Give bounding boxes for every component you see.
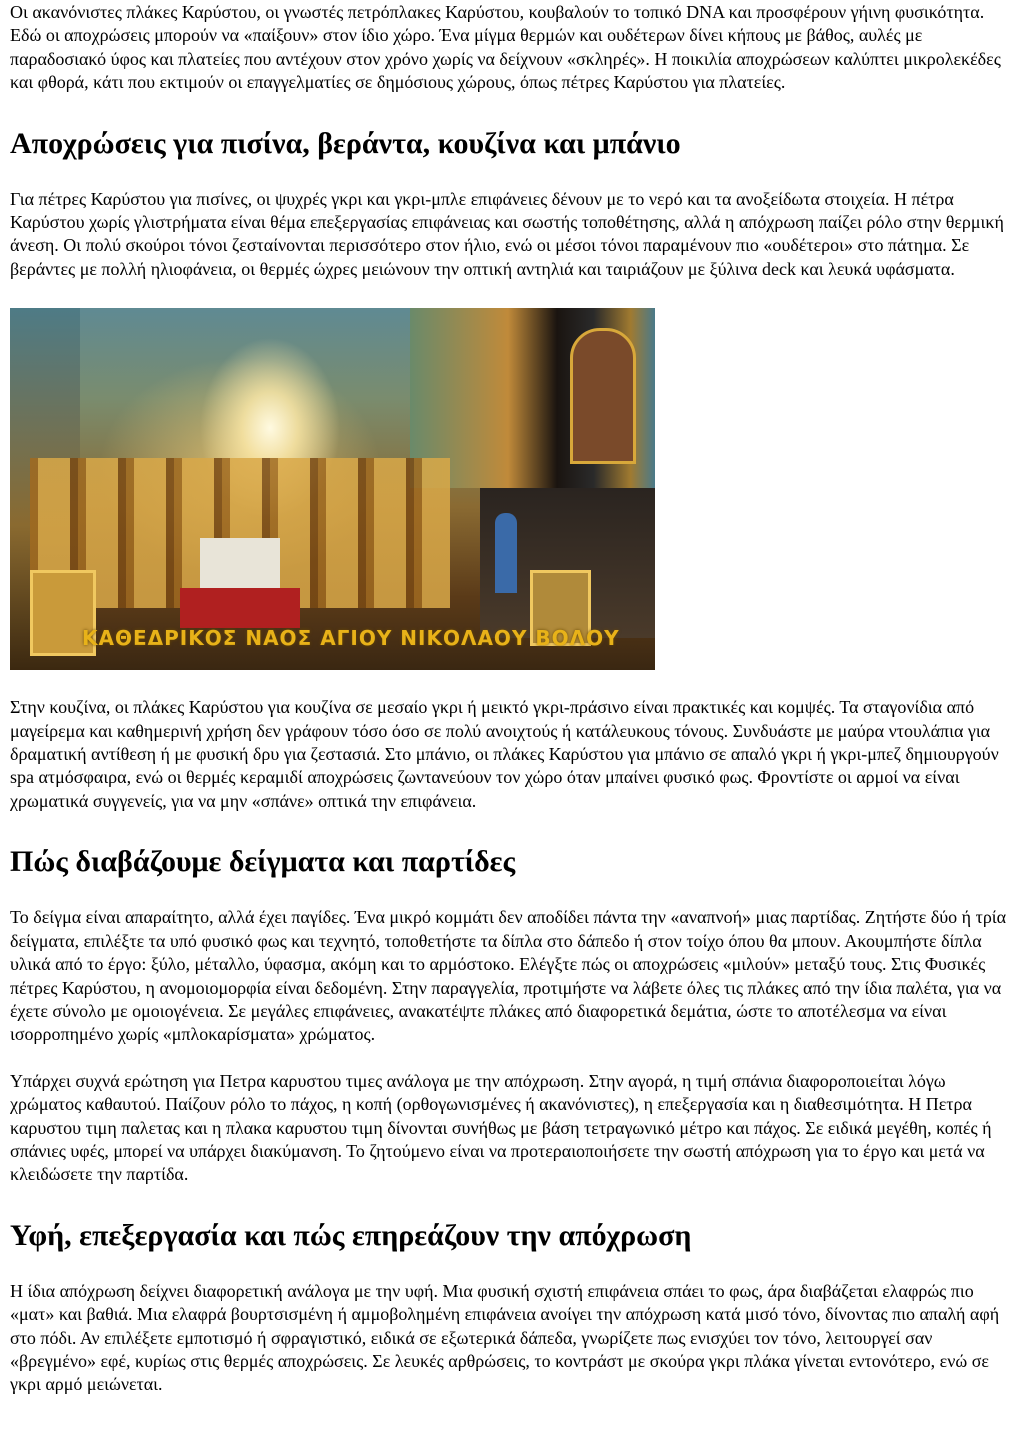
intro-paragraph: Οι ακανόνιστες πλάκες Καρύστου, οι γνωστές πετρόπλακες Καρύστου, κουβαλούν το τοπικό DNA και προσφέρουν γήινη φυσικότητα. Εδώ οι αποχρώσεις μπορούν να «παίξουν» στον ίδιο χώρο. Ένα μίγμα θερμών και ουδέτερων δίνει κήπους με βάθος, αυλές με παραδοσιακό ύφος και πλατείες που αντέχουν στον χρόνο χωρίς να δείχνουν «σκληρές». Η ποικιλία αποχρώσεων καλύπτει μικρολεκέδες και φθορά, κάτι που εκτιμούν οι επαγγελματίες σε δημόσιους χώρους, όπως πέτρες Καρύστου για πλατείες. — [10, 2, 1001, 93]
heading-pool-veranda-kitchen-bath: Αποχρώσεις για πισίνα, βεράντα, κουζίνα και μπάνιο — [10, 126, 681, 160]
image-caption: ΚΑΘΕΔΡΙΚΟΣ ΝΑΟΣ ΑΓΙΟΥ ΝΙΚΟΛΑΟΥ ΒΟΛΟΥ — [82, 626, 620, 651]
saint-fresco — [570, 328, 636, 464]
prices-paragraph: Υπάρχει συχνά ερώτηση για Πετρα καρυστου τιμες ανάλογα με την απόχρωση. Στην αγορά, η τιμή σπάνια διαφοροποιείται λόγω χρώματος καθαυτού. Παίζουν ρόλο το πάχος, η κοπή (ορθογωνισμένες ή ακανόνιστες), η επεξεργασία και η διαθεσιμότητα. Η Πετρα καρυστου τιμη παλετας και η πλακα καρυστου τιμη δίνονται συνήθως με βάση τετραγωνικό μέτρο και πάχος. Σε ειδικά μεγέθη, κοπές ή σπάνιες υφές, μπορεί να υπάρχει διακύμανση. Το ζητούμενο είναι να προτεραιοποιήσετε την σωστή απόχρωση για το έργο και μετά να κλειδώσετε την παρτίδα. — [10, 1070, 992, 1185]
article — [0, 1, 1024, 1397]
heading-texture: Υφή, επεξεργασία και πώς επηρεάζουν την απόχρωση — [10, 1218, 692, 1252]
red-carpet — [180, 588, 300, 628]
church-interior-image — [10, 308, 655, 670]
chanter-figure — [495, 513, 517, 593]
pool-paragraph: Για πέτρες Καρύστου για πισίνες, οι ψυχρές γκρι και γκρι-μπλε επιφάνειες δένουν με το νερό και τα ανοξείδωτα στοιχεία. Η πέτρα Καρύστου χωρίς γλιστρήματα είναι θέμα επεξεργασίας επιφάνειας και σωστής τοποθέτησης, αλλά η απόχρωση παίζει ρόλο στην θερμική άνεση. Οι πολύ σκούροι τόνοι ζεσταίνονται περισσότερο στον ήλιο, ενώ οι μέσοι τόνοι παραμένουν πιο «ουδέτεροι» στο πάτημα. Σε βεράντες με πολλή ηλιοφάνεια, οι θερμές ώχρες μειώνουν την οπτική αντηλιά και ταιριάζουν με ξύλινα deck και λευκά υφάσματα. — [10, 188, 1004, 279]
kitchen-paragraph: Στην κουζίνα, οι πλάκες Καρύστου για κουζίνα σε μεσαίο γκρι ή μεικτό γκρι-πράσινο είναι πρακτικές και κομψές. Τα σταγονίδια από μαγείρεμα και καθημερινή χρήση δεν γράφουν τόσο όσο σε πολύ ανοιχτούς ή κατάλευκους τόνους. Συνδυάστε με μαύρα ντουλάπια για δραματική αντίθεση ή με φυσική δρυ για ζεστασιά. Στο μπάνιο, οι πλάκες Καρύστου για μπάνιο σε απαλό γκρι ή γκρι-μπεζ δημιουργούν spa ατμόσφαιρα, ενώ οι θερμές κεραμιδί αποχρώσεις ζωντανεύουν τον χώρο όταν μπαίνει φυσικό φως. Φροντίστε οι αρμοί να είναι χρωματικά συγγενείς, για να μην «σπάνε» οπτικά την επιφάνεια. — [10, 697, 999, 811]
samples-paragraph: Το δείγμα είναι απαραίτητο, αλλά έχει παγίδες. Ένα μικρό κομμάτι δεν αποδίδει πάντα την «αναπνοή» μιας παρτίδας. Ζητήστε δύο ή τρία δείγματα, επιλέξτε τα υπό φυσικό φως και τεχνητό, τοποθετήστε τα δίπλα στο δάπεδο ή στον τοίχο όπου θα μπουν. Ακουμπήστε δίπλα υλικά από το έργο: ξύλο, μέταλλο, ύφασμα, ακόμη και το αρμόστοκο. Ελέγξτε πώς οι αποχρώσεις «μιλούν» μεταξύ τους. Στις Φυσικές πέτρες Καρύστου, η ανομοιομορφία είναι δεδομένη. Στην παραγγελία, προτιμήστε να λάβετε όλες τις πλάκες από την ίδια παλέτα, για να έχετε σύνολο με ομοιογένεια. Σε μεγάλες επιφάνειες, ανακατέψτε πλάκες από διαφορετικά δεμάτια, ώστε το αποτέλεσμα να είναι ισορροπημένο χωρίς «μπλοκαρίσματα» χρώματος. — [10, 907, 1007, 1045]
heading-samples: Πώς διαβάζουμε δείγματα και παρτίδες — [10, 845, 516, 879]
texture-paragraph: Η ίδια απόχρωση δείχνει διαφορετική ανάλογα με την υφή. Μια φυσική σχιστή επιφάνεια σπάει το φως, άρα διαβάζεται ελαφρώς πιο «ματ» και βαθιά. Μια ελαφρά βουρτσισμένη ή αμμοβολημένη επιφάνεια ανοίγει την απόχρωση κατά μισό τόνο, δίνοντας πιο απαλή αφή στο πόδι. Αν επιλέξετε εμποτισμό ή σφραγιστικό, ειδικά σε εξωτερικά δάπεδα, γνωρίζετε πως ενισχύει τον τόνο, λειτουργεί σαν «βρεγμένο» εφέ, κυρίως στις θερμές αποχρώσεις. Σε λευκές αρθρώσεις, το κοντράστ με σκούρα γκρι πλάκα γίνεται εντονότερο, ενώ σε γκρι αρμό μειώνεται. — [10, 1280, 1000, 1395]
